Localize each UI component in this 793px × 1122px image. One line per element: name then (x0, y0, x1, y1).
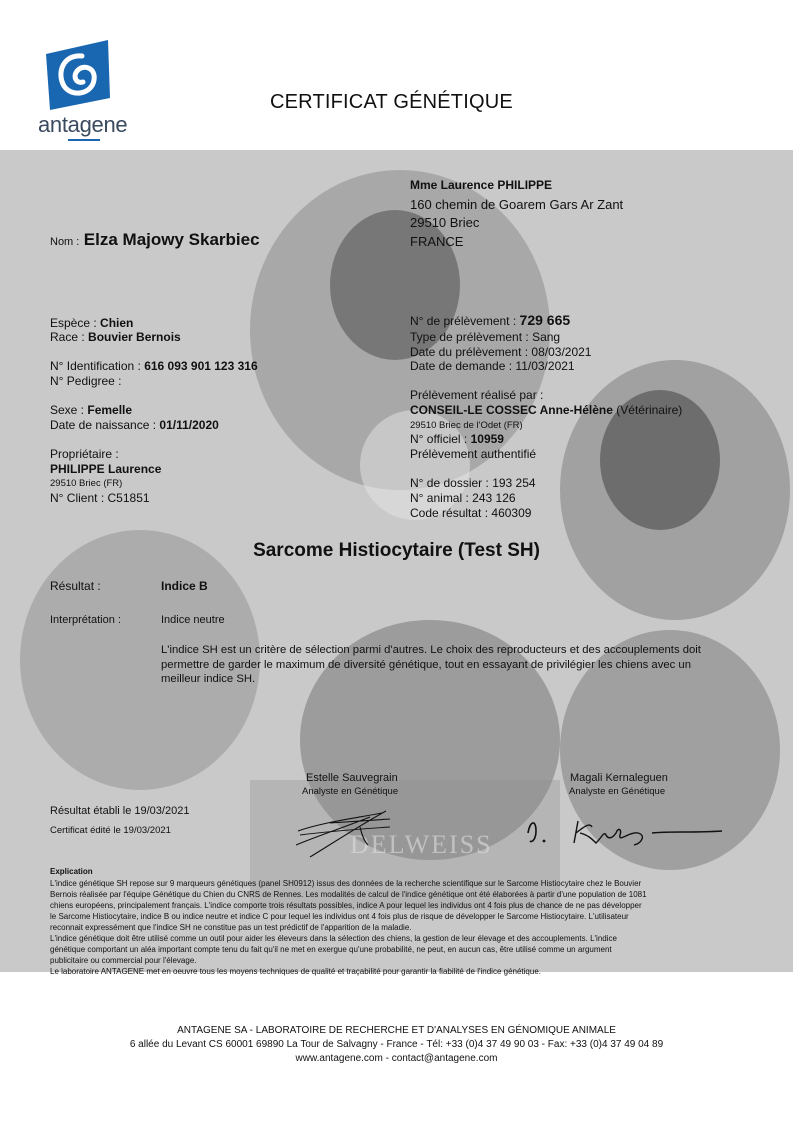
identification-row: N° Identification : 616 093 901 123 316 (50, 359, 258, 373)
footer-contact: www.antagene.com - contact@antagene.com (295, 1053, 498, 1064)
authenticated-text: Prélèvement authentifié (410, 447, 537, 461)
owner-short-name: PHILIPPE Laurence (50, 462, 162, 476)
footer-address: 6 allée du Levant CS 60001 69890 La Tour de Salvagny - France - Tél: +33 (0)4 37 49 90 03 - Fax: +33 (0)4 37 49 04 89 (129, 1039, 664, 1050)
antagene-logo-icon (42, 38, 112, 110)
owner-short-city: 29510 Briec (FR) (50, 478, 123, 489)
sample-type-row: Type de prélèvement : Sang (410, 330, 561, 344)
owner-city: 29510 Briec (410, 215, 480, 230)
explication-line: le Sarcome Histiocytaire, indice B ou indice neutre et indice C pour lequel les individus ont 4 fois plus de risque de développer le Sarcome Histiocytaire. L'utilisateur (50, 912, 629, 921)
signature-right-icon (522, 813, 732, 853)
footer-company: ANTAGENE SA - LABORATOIRE DE RECHERCHE ET D'ANALYSES EN GÉNOMIQUE ANIMALE (177, 1025, 616, 1036)
explication-line: reconnait expressément que l'indice SH ne constitue pas un test prédictif de l'apparition de la maladie. (50, 923, 412, 932)
logo-text: antagene (38, 112, 128, 137)
result-value: Indice B (161, 579, 208, 593)
explication-line: Le laboratoire ANTAGENE met en oeuvre tous les moyens techniques de qualité et traçabilité pour garantir la fiabilité de l'indice génétique. (50, 967, 541, 976)
vet-row: CONSEIL-LE COSSEC Anne-Hélène (Vétérinaire) (410, 403, 683, 417)
explication-line: L'indice génétique SH repose sur 9 marqueurs génétiques (panel SH0912) issus des données de la recherche scientifique sur le Sarcome Histiocytaire chez le Bouvier (50, 879, 642, 888)
owner-label: Propriétaire : (50, 447, 119, 461)
owner-name: Mme Laurence PHILIPPE (410, 178, 553, 192)
explication-line: génétique comportant un aléa important compte tenu du fait qu'il ne met en exergue qu'une probabilité, ne peut, en aucun cas, être utilisé comme un argument (50, 945, 612, 954)
vet-city: 29510 Briec de l'Odet (FR) (410, 420, 523, 431)
interpretation-paragraph: L'indice SH est un critère de sélection parmi d'autres. Le choix des reproducteurs et des accouplements doit permettre de garder le maximum de diversité génétique, tout en essayant de privilégier les chiens avec un meilleur indice SH. (161, 644, 701, 685)
birthdate-row: Date de naissance : 01/11/2020 (50, 418, 219, 432)
explication-line: publicitaire ou commercial pour l'élevage. (50, 956, 197, 965)
logo-underline (68, 139, 100, 141)
test-title: Sarcome Histiocytaire (Test SH) (253, 540, 540, 561)
signatory-left-role: Analyste en Génétique (302, 786, 399, 797)
sample-number-row: N° de prélèvement : 729 665 (410, 312, 571, 328)
interpretation-value: Indice neutre (161, 614, 225, 626)
file-number-row: N° de dossier : 193 254 (410, 476, 536, 490)
pedigree-row: N° Pedigree : (50, 374, 122, 388)
result-code-row: Code résultat : 460309 (410, 506, 532, 520)
signatory-left-name: Estelle Sauvegrain (306, 772, 398, 784)
signatory-right-name: Magali Kernaleguen (570, 772, 668, 784)
explication-heading: Explication (50, 867, 93, 876)
species-row: Espèce : Chien (50, 316, 134, 330)
signatory-right-role: Analyste en Génétique (569, 786, 666, 797)
antagene-logo (38, 38, 128, 148)
explication-line: chiens européens, principalement français. L'indice comporte trois résultats possibles, indice A pour lequel les individus ont 4 fois plus de chance de ne pas développer (50, 901, 642, 910)
signature-left-icon (290, 805, 410, 865)
result-label: Résultat : (50, 579, 101, 593)
interpretation-label: Interprétation : (50, 614, 121, 626)
animal-number-row: N° animal : 243 126 (410, 491, 516, 505)
breed-row: Race : Bouvier Bernois (50, 330, 181, 344)
official-number-row: N° officiel : 10959 (410, 432, 504, 446)
client-row: N° Client : C51851 (50, 491, 150, 505)
explication-line: Bernois réalisée par l'équipe Génétique du Chien du CNRS de Rennes. Les modalités de calcul de l'indice génétique ont été élaborées à partir d'une population de 1081 (50, 890, 647, 899)
animal-name: Nom : Elza Majowy Skarbiec (50, 230, 260, 249)
owner-country: FRANCE (410, 234, 464, 249)
explication-text (50, 878, 647, 977)
sex-row: Sexe : Femelle (50, 403, 133, 417)
page-title: CERTIFICAT GÉNÉTIQUE (270, 91, 513, 113)
request-date-row: Date de demande : 11/03/2021 (410, 359, 575, 373)
result-established-date: Résultat établi le 19/03/2021 (50, 805, 190, 817)
background-watermark-text: DELWEISS (350, 830, 493, 859)
explication-line: L'indice génétique doit être utilisé comme un outil pour aider les éleveurs dans la sélection des chiens, la gestion de leur élevage et des accouplements. L'indice (50, 934, 617, 943)
sampled-by-label: Prélèvement réalisé par : (410, 388, 544, 402)
sample-date-row: Date du prélèvement : 08/03/2021 (410, 345, 592, 359)
owner-street: 160 chemin de Goarem Gars Ar Zant (410, 197, 624, 212)
certificate-edited-date: Certificat édité le 19/03/2021 (50, 825, 171, 836)
